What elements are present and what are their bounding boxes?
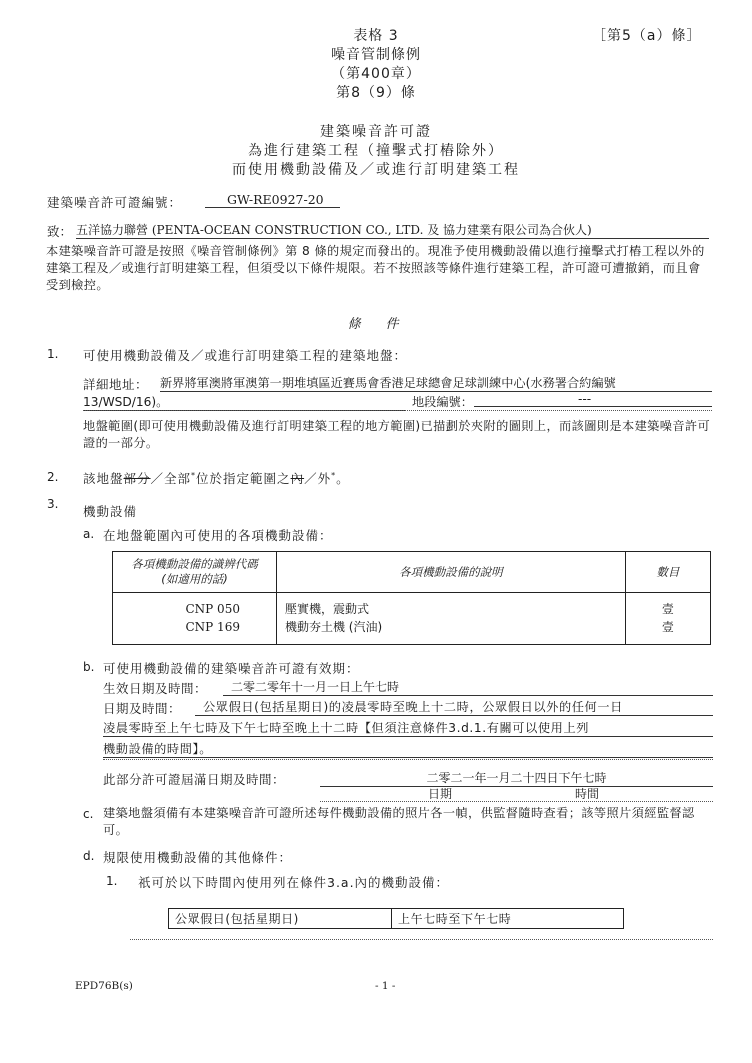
permit-no-label: 建築噪音許可證編號： [47,195,183,210]
item2-mid2: 位於指定範圍之 [196,471,291,486]
item3d1-number: 1. [106,874,118,888]
address-divider [83,409,712,411]
section-number: 第8（9）條 [336,85,416,101]
expiry-divider [320,800,713,802]
ordinance-title: 噪音管制條例 [331,47,421,63]
datetime-value-line3: 機動設備的時間】。 [103,740,713,758]
equipment-code: CNP 050 [185,602,240,616]
form-title: 表格 3 [353,28,399,44]
lot-number-value: --- [474,392,712,407]
item3a-text: 在地盤範圍內可使用的各項機動設備： [103,528,333,543]
footer-page-number: - 1 - [375,980,396,992]
equipment-qty: 壹 [661,602,674,616]
permit-no-value: GW-RE0927-20 [205,192,340,208]
lot-number-label: 地段編號： [412,395,473,409]
item2-text: 該地盤部分／全部*位於指定範圍之內／外*。 [83,470,350,486]
item3a-label: a. [83,527,95,541]
permitted-hours-table [168,908,624,929]
datetime-value-line1: 公眾假日(包括星期日)的凌晨零時至晚上十二時，公眾假日以外的任何一日 [195,698,713,716]
datetime-label: 日期及時間： [103,701,182,716]
hours-time: 上午七時至下午七時 [392,909,624,929]
hours-divider [130,938,713,940]
item3d-label: d. [83,849,95,863]
expiry-time-caption: 時間 [575,787,600,801]
effective-label: 生效日期及時間： [103,681,208,696]
equipment-desc: 機動夯土機 (汽油) [284,620,383,634]
footer-form-code: EPD76B(s) [75,980,133,992]
expiry-date-caption: 日期 [428,787,453,801]
item3-number: 3. [47,497,59,511]
permit-heading-line3: 而使用機動設備及／或進行訂明建築工程 [232,162,520,178]
equipment-table [112,551,711,645]
chapter-number: （第400章） [331,66,421,82]
addressee-label: 致： [47,224,73,239]
item2-mid: ／全部 [150,471,192,486]
permit-heading-line1: 建築噪音許可證 [320,124,432,140]
item3b-text: 可使用機動設備的建築噪音許可證有效期： [103,661,360,676]
header-equipment-qty: 數目 [625,552,710,593]
permit-heading-line2: 為進行建築工程（撞擊式打樁除外） [248,143,504,159]
expiry-label: 此部分許可證屆滿日期及時間： [103,772,286,787]
form-ref: ［第5（a）條］ [592,28,702,44]
item3d1-text: 祇可於以下時間內使用列在條件3.a.內的機動設備： [138,875,450,890]
item2-end: 。 [336,471,350,486]
hours-day: 公眾假日(包括星期日) [169,909,392,929]
item2-prefix: 該地盤 [83,471,124,486]
equipment-desc: 壓實機，震動式 [284,602,369,616]
item3-title: 機動設備 [83,504,138,519]
header-equipment-code: 各項機動設備的識辨代碼 (如適用的話) [113,552,277,593]
conditions-heading: 條 件 [347,317,405,332]
datetime-divider [103,758,713,760]
item3b-label: b. [83,660,95,674]
address-label: 詳細地址： [83,377,149,392]
item1-text: 可使用機動設備及／或進行訂明建築工程的建築地盤： [83,348,408,363]
equipment-code: CNP 169 [185,620,240,634]
item2-struck-inside: 內 [290,471,305,486]
expiry-value: 二零二一年一月二十四日下午七時 [320,769,713,787]
item1-number: 1. [47,347,59,361]
effective-value: 二零二零年十一月一日上午七時 [223,678,713,696]
item2-struck-partial: 部分 [123,471,151,486]
address-value-line2: 13/WSD/16)。 [83,393,405,411]
intro-paragraph: 本建築噪音許可證是按照《噪音管制條例》第 8 條的規定而發出的。現准予使用機動設備以進行撞擊式打樁工程以外的建築工程及／或進行訂明建築工程，但須受以下條件規限。若不按照該等條件進行建築工程，許可證可遭撤銷，而且會受到檢控。 [46,244,705,292]
site-plan-note: 地盤範圍(即可使用機動設備及進行訂明建築工程的地方範圍)已描劃於夾附的圖則上，而該圖則是本建築噪音許可證的一部分。 [83,419,711,450]
header-equipment-desc: 各項機動設備的說明 [276,552,625,593]
item3c-text: 建築地盤須備有本建築噪音許可證所述每件機動設備的照片各一幀，供監督隨時查看；該等照片須經監督認可。 [103,806,695,837]
item3d-text: 規限使用機動設備的其他條件： [103,850,293,865]
item2-suffix: ／外 [304,471,332,486]
addressee-value: 五洋協力聯營 (PENTA-OCEAN CONSTRUCTION CO., LTD. 及 協力建業有限公司為合伙人) [76,221,709,239]
datetime-value-line2: 凌晨零時至上午七時及下午七時至晚上十二時【但須注意條件3.d.1.有關可以使用上列 [103,719,713,737]
item3c-label: c. [83,807,94,821]
equipment-qty: 壹 [661,620,674,634]
item2-number: 2. [47,470,59,484]
address-value-line1: 新界將軍澳將軍澳第一期堆填區近賽馬會香港足球總會足球訓練中心(水務署合約編號 [160,374,712,392]
